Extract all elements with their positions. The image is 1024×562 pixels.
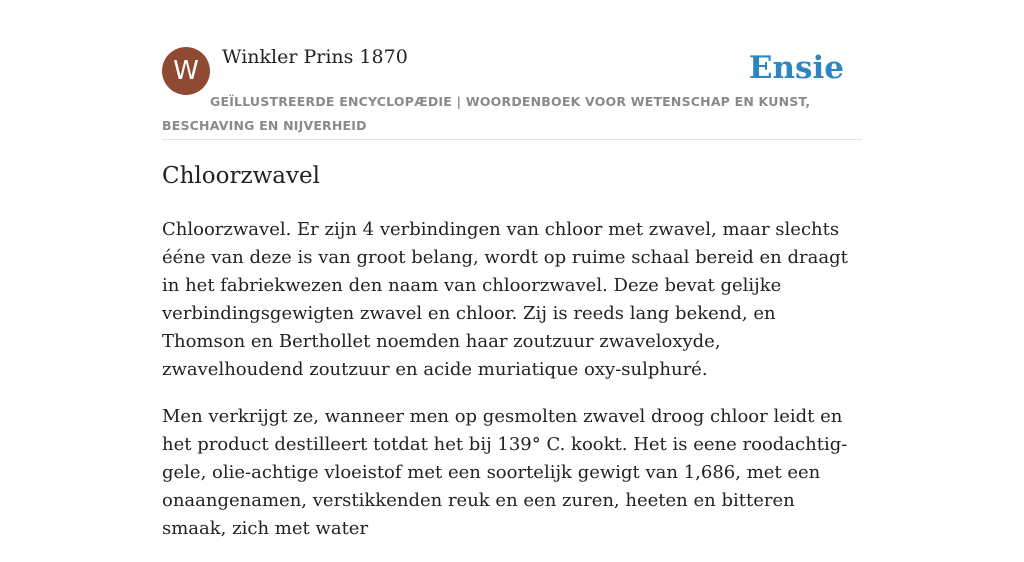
source-title[interactable]: Winkler Prins 1870 [222,46,408,68]
article-title: Chloorzwavel [162,163,320,189]
page-container [162,0,862,539]
article-body [162,216,862,562]
article-paragraph: Men verkrijgt ze, wanneer men op gesmolten zwavel droog chloor leidt en het product destilleert totdat het bij 139° C. kookt. Het is eene roodachtig-gele, olie-achtige vloeistof met een soortelijk gewigt van 1,686, met een onaangenamen, verstikkenden reuk en een zuren, heeten en bitteren smaak, zich met water [162,406,848,539]
ensie-logo-link[interactable]: Ensie [748,50,844,86]
source-header [162,0,862,140]
article-paragraph: Chloorzwavel. Er zijn 4 verbindingen van chloor met zwavel, maar slechts ééne van deze is van groot belang, wordt op ruime schaal bereid en draagt in het fabriekwezen den naam van chloorzwavel. Deze bevat gelijke verbindingsgewigten zwavel en chloor. Zij is reeds lang bekend, en Thomson en Berthollet noemden haar zoutzuur zwaveloxyde, zwavelhoudend zoutzuur en acide muriatique oxy-sulphuré. [162,219,848,380]
source-subtitle: GEÏLLUSTREERDE ENCYCLOPÆDIE | WOORDENBOEK VOOR WETENSCHAP EN KUNST, BESCHAVING EN NIJVERHEID [162,94,811,133]
source-avatar[interactable]: W [162,47,210,95]
